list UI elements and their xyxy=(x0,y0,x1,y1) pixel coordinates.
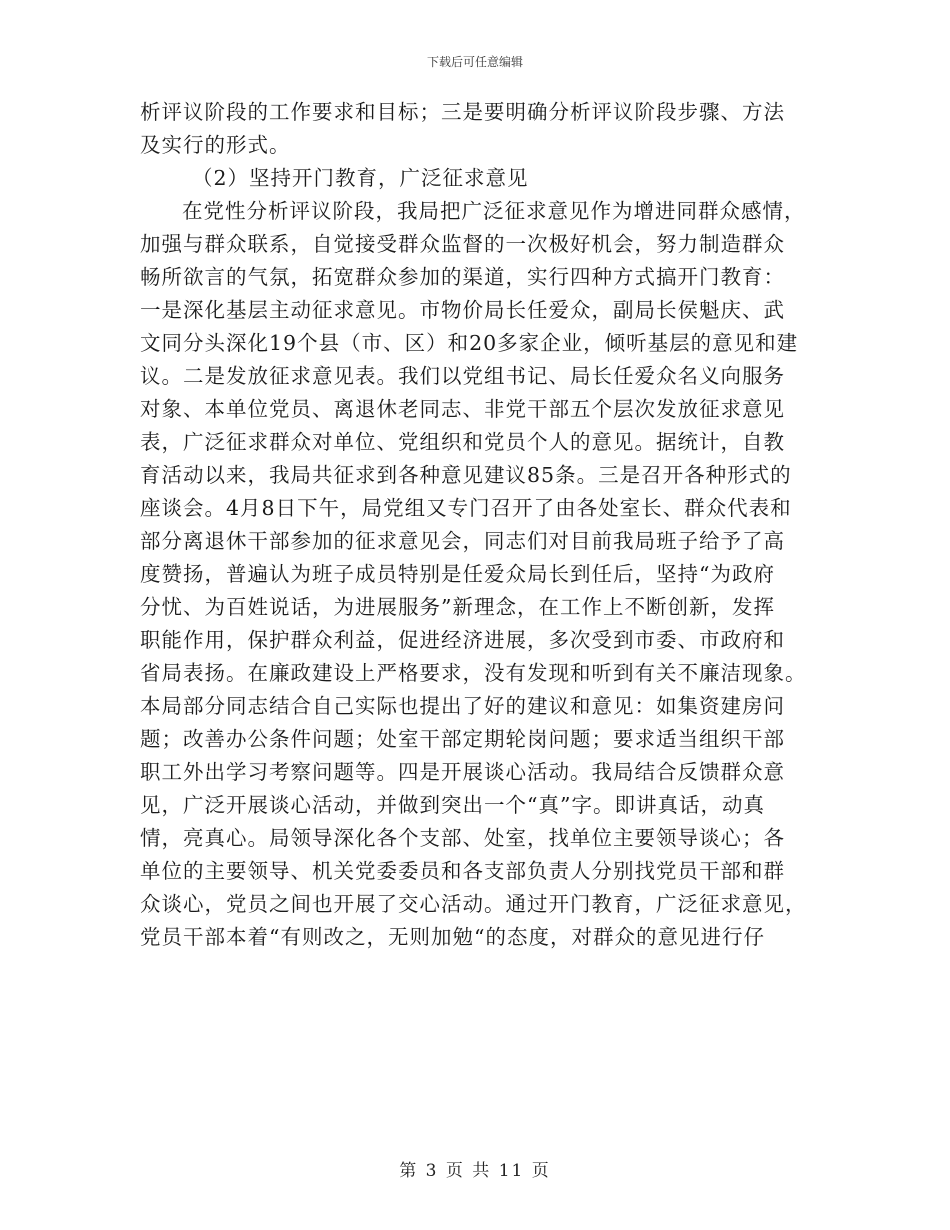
text-line: 对象、本单位党员、离退休老同志、非党干部五个层次发放征求意见 xyxy=(140,397,785,421)
text-line: 育活动以来，我局共征求到各种意见建议85条。三是召开各种形式的 xyxy=(140,463,792,487)
text-line: 职能作用，保护群众利益，促进经济进展，多次受到市委、市政府和 xyxy=(140,628,785,652)
section-heading: （2）坚持开门教育，广泛征求意见 xyxy=(192,166,529,190)
paragraph-first-line: 在党性分析评议阶段，我局把广泛征求意见作为增进同群众感情， xyxy=(182,199,806,223)
text-line: 见，广泛开展谈心活动，并做到突出一个“真”字。即讲真话，动真 xyxy=(140,793,765,817)
page-header: 下载后可任意编辑 xyxy=(426,55,523,69)
text-line: 加强与群众联系，自觉接受群众监督的一次极好机会，努力制造群众 xyxy=(140,232,785,256)
text-line: 议。二是发放征求意见表。我们以党组书记、局长任爱众名义向服务 xyxy=(140,364,785,388)
text-line: 众谈心，党员之间也开展了交心活动。通过开门教育，广泛征求意见， xyxy=(140,892,807,916)
text-line: 文同分头深化19个县（市、区）和20多家企业，倾听基层的意见和建 xyxy=(140,331,799,355)
text-line: 分忧、为百姓说话，为进展服务”新理念，在工作上不断创新，发挥 xyxy=(140,595,775,619)
document-body xyxy=(140,96,820,954)
page-number-footer: 第 3 页 共 11 页 xyxy=(399,1161,551,1181)
text-line: 及实行的形式。 xyxy=(140,133,291,157)
text-line: 座谈会。4月8日下午，局党组又专门召开了由各处室长、群众代表和 xyxy=(140,496,792,520)
text-line: 析评议阶段的工作要求和目标；三是要明确分析评议阶段步骤、方法 xyxy=(140,100,785,124)
text-line: 表，广泛征求群众对单位、党组织和党员个人的意见。据统计，自教 xyxy=(140,430,785,454)
text-line: 党员干部本着“有则改之，无则加勉“的态度，对群众的意见进行仔 xyxy=(140,925,765,949)
text-line: 部分离退休干部参加的征求意见会，同志们对目前我局班子给予了高 xyxy=(140,529,785,553)
text-line: 题；改善办公条件问题；处室干部定期轮岗问题；要求适当组织干部 xyxy=(140,727,785,751)
text-line: 单位的主要领导、机关党委委员和各支部负责人分别找党员干部和群 xyxy=(140,859,785,883)
text-line: 度赞扬，普遍认为班子成员特别是任爱众局长到任后，坚持“为政府 xyxy=(140,562,775,586)
text-line: 畅所欲言的气氛，拓宽群众参加的渠道，实行四种方式搞开门教育： xyxy=(140,265,785,289)
text-line: 省局表扬。在廉政建设上严格要求，没有发现和听到有关不廉洁现象。 xyxy=(140,661,807,685)
text-line: 本局部分同志结合自己实际也提出了好的建议和意见：如集资建房问 xyxy=(140,694,785,718)
text-line: 一是深化基层主动征求意见。市物价局长任爱众，副局长侯魁庆、武 xyxy=(140,298,785,322)
text-line: 情，亮真心。局领导深化各个支部、处室，找单位主要领导谈心；各 xyxy=(140,826,785,850)
text-line: 职工外出学习考察问题等。四是开展谈心活动。我局结合反馈群众意 xyxy=(140,760,785,784)
